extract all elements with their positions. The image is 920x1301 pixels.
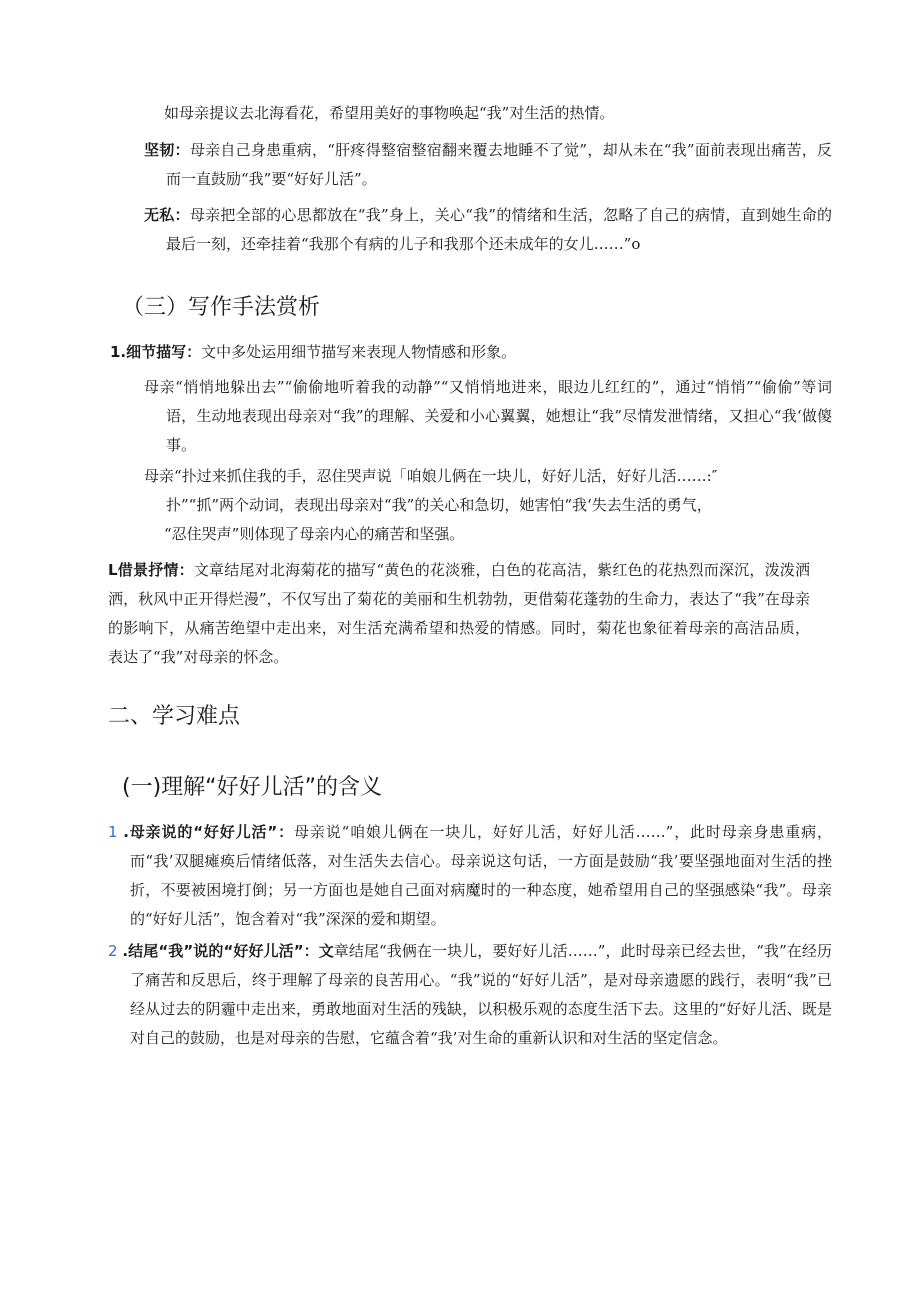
list-text: 母亲说“咱娘儿俩在一块儿，好好儿活，好好儿活……”，此时母亲身患重病，而“我’双腿瘫痪后情绪低落，对生活失去信心。母亲说这句话，一方面是鼓励“我’要坚强地面对生活的挫折，不要被困境打倒；另一方面也是她自己面对病魔时的一种态度，她希望用自己的坚强感染“我”。母亲的“好好儿活”，饱含着对“我”深深的爱和期望。 <box>130 823 832 928</box>
trait-text: 母亲自己身患重病，“肝疼得整宿整宿翻来覆去地睡不了觉”，却从未在“我”面前表现出痛苦，反而一直鼓励“我”要“好好儿活”。 <box>166 141 832 188</box>
example-text: 母亲“悄悄地躲出去”“偷偷地听着我的动静”“又悄悄地进来，眼边儿红红的”，通过“悄悄”“偷偷”等词语，生动地表现出母亲对“我”的理解、关爱和小心翼翼，她想让“我”尽情发泄情绪，又担心“我‘做傻事。 <box>144 378 832 454</box>
subsection-text: 文章结尾对北海菊花的描写“黄色的花淡雅，白色的花高洁，紫红色的花热烈而深沉，泼泼洒洒，秋风中正开得烂漫”，不仅写出了菊花的美丽和生机勃勃，更借菊花蓬勃的生命力，表达了“我”在母亲的影响下，从痛苦绝望中走出来，对生活充满希望和热爱的情感。同时，菊花也象征着母亲的高洁品质，表达了“我”对母亲的怀念。 <box>108 561 810 666</box>
example-line: 母亲“扑过来抓住我的手，忍住哭声说「咱娘儿俩在一块儿，好好儿活，好好儿活……:″ <box>144 467 718 485</box>
detail-example-2 <box>144 462 824 549</box>
list-term: .母亲说的“好好儿活”： <box>123 823 294 841</box>
subsection-term: 1.细节描写： <box>110 343 202 361</box>
subsection-term: L借景抒情： <box>108 561 194 579</box>
list-item-2 <box>108 937 832 1053</box>
list-item-1 <box>108 818 832 934</box>
paragraph-top-tail <box>164 99 844 128</box>
trait-selfless <box>144 201 832 259</box>
list-term: .结尾“我”说的“好好儿活”：文 <box>122 942 334 960</box>
trait-text: 母亲把全部的心思都放在“我”身上，关心“我”的情绪和生活，忽略了自己的病情，直到她生命的最后一刻，还牵挂着“我那个有病的儿子和我那个还未成年的女儿……”o <box>166 206 832 253</box>
section-heading-good-living: (一)理解“好好儿活”的含义 <box>122 775 382 800</box>
part-heading-difficulties: 二、学习难点 <box>108 704 241 729</box>
list-text: 章结尾“我俩在一块儿，要好好儿活……”，此时母亲已经去世，“我”在经历了痛苦和反思后，终于理解了母亲的良苦用心。“我”说的“好好儿活”，是对母亲遗愿的践行，表明“我”已经从过去的阴霾中走出来，勇敢地面对生活的残缺，以积极乐观的态度生活下去。这里的“好好儿活、既是对自己的鼓励，也是对母亲的告慰，它蕴含着“我’对生命的重新认识和对生活的坚定信念。 <box>130 942 832 1047</box>
example-line: 扑”“抓”两个动词，表现出母亲对“我”的关心和急切，她害怕“我‘失去生活的勇气， <box>166 496 712 514</box>
trait-term: 无私： <box>144 206 190 224</box>
subsection-text: 文中多处运用细节描写来表现人物情感和形象。 <box>201 343 517 361</box>
list-number: 1 <box>108 823 118 841</box>
trait-term: 坚韧： <box>144 141 190 159</box>
list-number: 2 <box>108 942 118 960</box>
detail-description-intro <box>110 338 810 367</box>
paragraph-text: 如母亲提议去北海看花，希望用美好的事物唤起“我”对生活的热情。 <box>164 104 615 122</box>
section-heading-writing-techniques: （三）写作手法赏析 <box>122 295 321 320</box>
trait-firm <box>144 136 832 194</box>
detail-example-1 <box>144 373 832 460</box>
scenery-emotion-paragraph <box>108 556 810 672</box>
example-line: “忍住哭声”则体现了母亲内心的痛苦和坚强。 <box>164 525 465 543</box>
